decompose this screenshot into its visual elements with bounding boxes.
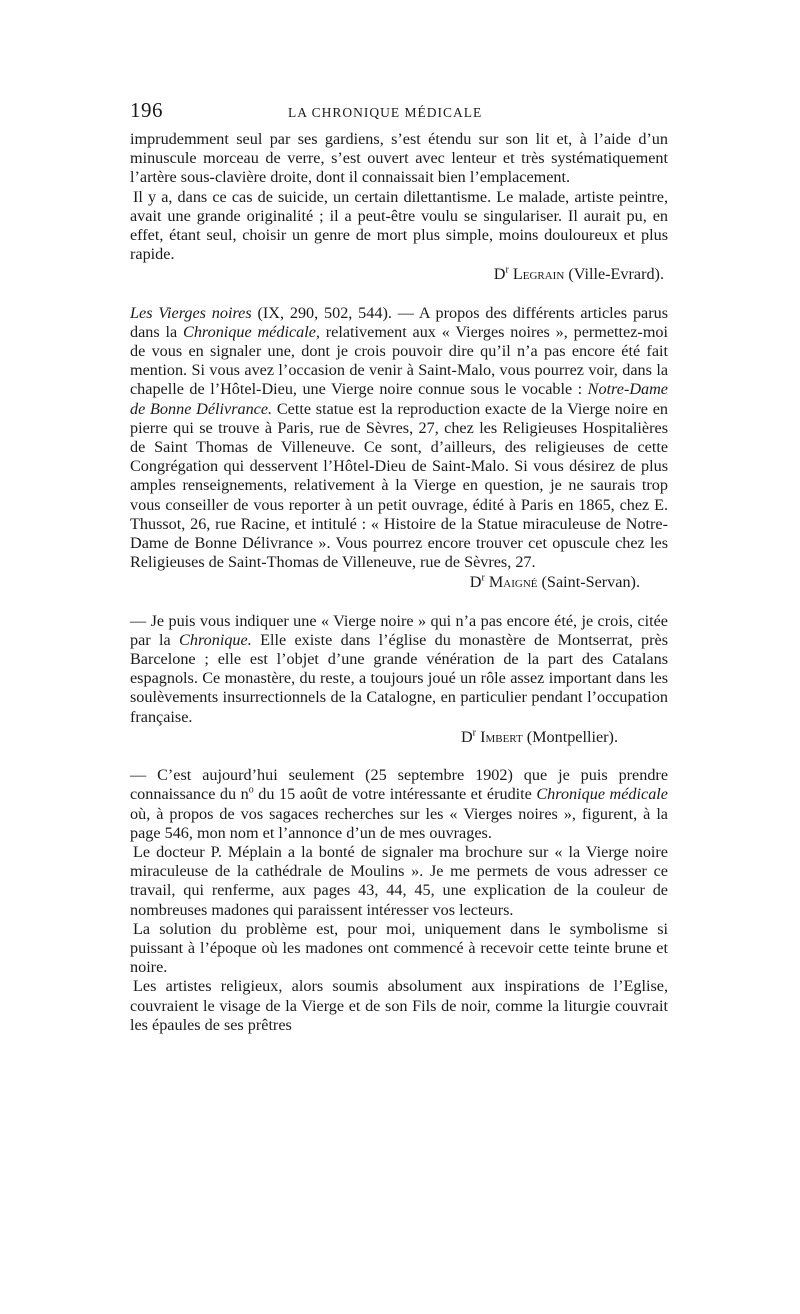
text-run: — Je puis vous indiquer une « Vierge noire » qui n’a pas encore été, je crois, citée par la <box>130 611 668 649</box>
text-run: du 15 août de votre intéressante et érudite <box>253 785 537 804</box>
journal-title: Chronique. <box>179 630 252 649</box>
signature-name: Maigné <box>488 573 538 592</box>
signature <box>130 728 668 747</box>
journal-title: Chronique médicale <box>536 785 668 804</box>
vocable-title: Notre-Dame de Bonne Délivrance. <box>130 380 668 418</box>
document-page <box>130 98 668 1035</box>
running-title: LA CHRONIQUE MÉDICALE <box>288 105 483 120</box>
text-run: Cette statue est la reproduction exacte de la Vierge noire en pierre qui se trouve à Paris, rue de Sèvres, 27, chez les Religieuses Hospitalières de Saint Thomas de Villeneuve. Ce sont, d’ailleurs, des religieuses de cette Congrégation qui desservent l’Hôtel-Dieu de Saint-Malo. Si vous désirez de plus amples renseignements, relativement à la Vierge en question, je ne saurais trop vous conseiller de vous reporter à un petit ouvrage, édité à Paris en 1865, chez E. Thussot, 26, rue Racine, et intitulé : « Histoire de la Statue miraculeuse de Notre-Dame de Bonne Délivrance ». Vous pourrez encore trouver cet opuscule chez les Religieuses de Saint-Thomas de Villeneuve, rue de Sèvres, 27. <box>130 399 669 572</box>
spacer <box>130 593 668 612</box>
paragraph: La solution du problème est, pour moi, uniquement dans le symbolisme si puissant à l’époque où les madones ont commencé à recevoir cette teinte brune et noire. <box>130 919 668 977</box>
signature-title: D <box>493 265 506 284</box>
signature <box>130 573 668 592</box>
signature-place: (Saint-Servan). <box>541 573 640 592</box>
signature-title-sup: r <box>472 727 477 739</box>
spacer <box>130 285 668 304</box>
text-run: — C’est aujourd’hui seulement (25 septembre 1902) que je puis prendre connaissance du n <box>130 766 668 804</box>
paragraph: Le docteur P. Méplain a la bonté de signaler ma brochure sur « la Vierge noire miraculeuse de la cathédrale de Moulins ». Je me permets de vous adresser ce travail, qui renferme, aux pages 43, 44, 45, une explication de la couleur de nombreuses madones qui paraissent intéresser vos lecteurs. <box>130 842 668 919</box>
article-title: Les Vierges noires <box>130 303 252 322</box>
signature-title-sup: r <box>505 265 509 277</box>
paragraph: Il y a, dans ce cas de suicide, un certain dilettantisme. Le malade, artiste peintre, avait une grande originalité ; il a peut-être voulu se singulariser. Il aurait pu, en effet, étant seul, choisir un genre de mort plus simple, moins douloureux et plus rapide. <box>130 187 668 264</box>
signature <box>130 265 668 284</box>
signature-title: D <box>469 573 482 592</box>
text-run: Elle existe dans l’église du monastère de Montserrat, près Barcelone ; elle est l’objet d’une grande vénération de la part des Catalans espagnols. Ce monastère, du reste, a toujours joué un rôle assez important dans les soulèvements insurrectionnels de la Catalogne, en particulier pendant l’occupation française. <box>130 630 669 726</box>
text-run: (IX, 290, 502, 544). — A propos des différents articles parus dans la <box>130 303 669 341</box>
journal-title: Chronique médicale, <box>183 322 320 341</box>
page-header <box>130 98 668 128</box>
text-run: relativement aux « Vierges noires », permettez-moi de vous en signaler une, dont je crois pouvoir dire qu’il n’a pas encore été fait mention. Si vous avez l’occasion de venir à Saint-Malo, vous pourrez voir, dans la chapelle de l’Hôtel-Dieu, une Vierge noire connue sous le vocable : <box>130 322 668 399</box>
signature-name: Imbert <box>480 727 523 746</box>
spacer <box>130 747 668 766</box>
paragraph <box>130 766 668 843</box>
page-number: 196 <box>130 98 163 122</box>
paragraph <box>130 612 668 727</box>
signature-title: D <box>460 727 473 746</box>
signature-place: (Montpellier). <box>526 727 618 746</box>
superscript: o <box>248 784 254 796</box>
text-run: où, à propos de vos sagaces recherches sur les « Vierges noires », figurent, à la page 546, mon nom et l’annonce d’un de mes ouvrages. <box>130 804 668 842</box>
paragraph: imprudemment seul par ses gardiens, s’est étendu sur son lit et, à l’aide d’un minuscule morceau de verre, s’est ouvert avec lenteur et très systématiquement l’artère sous-clavière droite, dont il connaissait bien l’emplacement. <box>130 130 668 187</box>
signature-place: (Ville-Evrard). <box>568 265 664 284</box>
signature-name: Legrain <box>512 265 565 284</box>
paragraph: Les artistes religieux, alors soumis absolument aux inspirations de l’Eglise, couvraient le visage de la Vierge et de son Fils de noir, comme la liturgie couvrait les épaules de ses prêtres <box>130 977 668 1034</box>
signature-title-sup: r <box>481 573 485 585</box>
article-paragraph <box>130 304 668 573</box>
